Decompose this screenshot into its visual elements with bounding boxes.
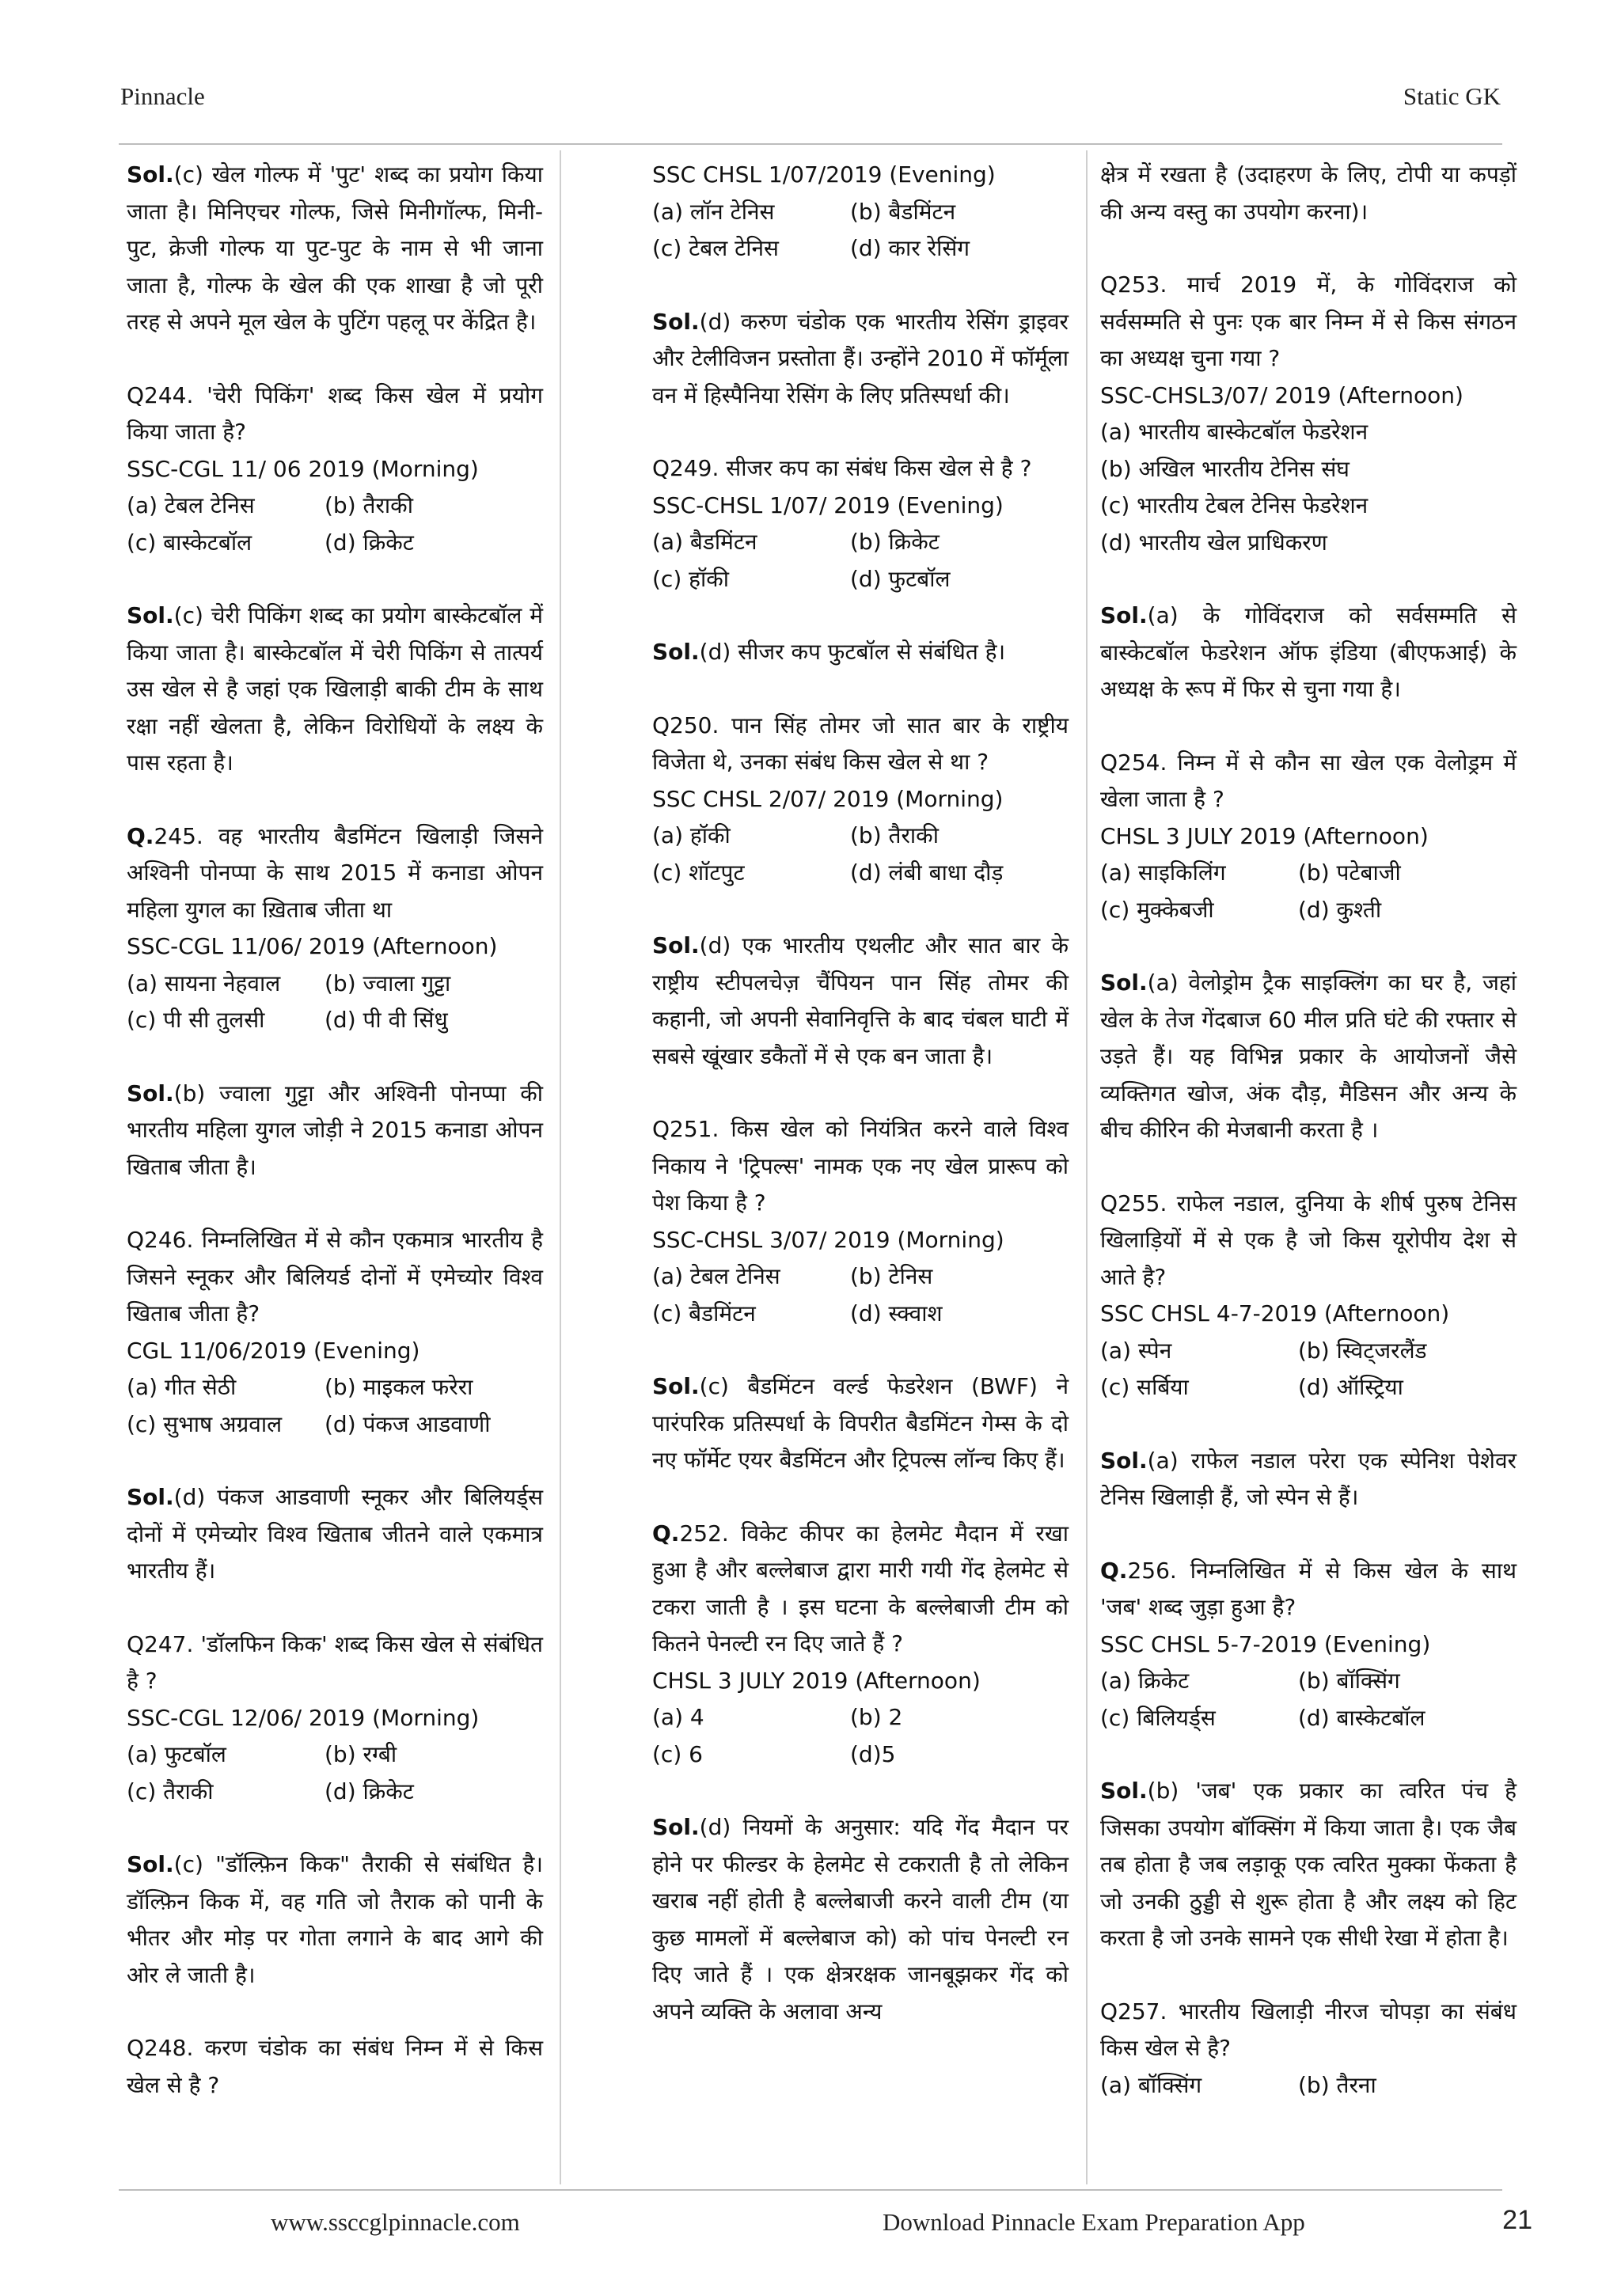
solution-246: Sol.(d) पंकज आडवाणी स्नूकर और बिलियर्ड्स दोनों में एमेच्योर विश्व खिताब जीतने वाले एकमात्र भारतीय हैं। bbox=[127, 1484, 543, 1584]
question-248-continued bbox=[652, 157, 1069, 268]
question-254 bbox=[1100, 745, 1517, 929]
question-245 bbox=[127, 818, 543, 1039]
question-244 bbox=[127, 378, 543, 562]
option-d: (d) पंकज आडवाणी bbox=[325, 1410, 491, 1437]
solution-253: Sol.(a) के गोविंदराज को सर्वसम्मति से बास्केटबॉल फेडरेशन ऑफ इंडिया (बीएफआई) के अध्यक्ष के रूप में फिर से चुना गया है। bbox=[1100, 602, 1517, 702]
exam-info: SSC CHSL 2/07/ 2019 (Morning) bbox=[652, 785, 1004, 812]
exam-info: SSC-CHSL 3/07/ 2019 (Morning) bbox=[652, 1226, 1004, 1253]
solution-245: Sol.(b) ज्वाला गुट्टा और अश्विनी पोनप्पा की भारतीय महिला युगल जोड़ी ने 2015 कनाडा ओपन खिताब जीता है। bbox=[127, 1080, 543, 1180]
options bbox=[127, 488, 543, 561]
option-d: (d) भारतीय खेल प्राधिकरण bbox=[1100, 529, 1327, 556]
options bbox=[1100, 1663, 1517, 1736]
option-b: (b) तैराकी bbox=[325, 492, 413, 518]
question-247 bbox=[127, 1626, 543, 1811]
options bbox=[652, 1699, 1069, 1773]
option-a: (a) हॉकी bbox=[652, 822, 731, 848]
exam-info: SSC-CGL 12/06/ 2019 (Morning) bbox=[127, 1704, 480, 1731]
option-c: (c) बिलियर्ड्स bbox=[1100, 1704, 1216, 1731]
options bbox=[652, 194, 1069, 268]
exam-info: SSC-CHSL3/07/ 2019 (Afternoon) bbox=[1100, 381, 1463, 408]
option-a: (a) गीत सेठी bbox=[127, 1374, 237, 1400]
option-c: (c) 6 bbox=[652, 1740, 703, 1767]
option-a: (a) साइकिलिंग bbox=[1100, 860, 1226, 886]
solution-248: Sol.(d) करुण चंडोक एक भारतीय रेसिंग ड्राइवर और टेलीविजन प्रस्तोता हैं। उन्होंने 2010 में फॉर्मूला वन में हिस्पैनिया रेसिंग के लिए प्रतिस्पर्धा की। bbox=[652, 308, 1069, 408]
question-253 bbox=[1100, 267, 1517, 561]
question-250 bbox=[652, 708, 1069, 892]
exam-info: CGL 11/06/2019 (Evening) bbox=[127, 1337, 420, 1364]
options bbox=[652, 1258, 1069, 1332]
option-b: (b) माइकल फरेरा bbox=[325, 1374, 473, 1400]
option-d: (d) कुश्ती bbox=[1298, 896, 1382, 923]
question-252 bbox=[652, 1516, 1069, 1774]
option-a: (a) बैडमिंटन bbox=[652, 529, 757, 555]
option-c: (c) हॉकी bbox=[652, 565, 730, 592]
option-b: (b) अखिल भारतीय टेनिस संघ bbox=[1100, 455, 1350, 482]
options bbox=[127, 1736, 543, 1810]
option-a: (a) सायना नेहवाल bbox=[127, 970, 281, 996]
solution-243: Sol.(c) खेल गोल्फ में 'पुट' शब्द का प्रयोग किया जाता है। मिनिएचर गोल्फ, जिसे मिनीगॉल्फ, मिनी-पुट, क्रेजी गोल्फ या पुट-पुट के नाम से भी जाना जाता है, गोल्फ के खेल की एक शाखा है जो पूरी तरह से अपने मूल खेल के पुटिंग पहलू पर केंद्रित है। bbox=[127, 161, 543, 335]
option-a: (a) टेबल टेनिस bbox=[127, 492, 255, 518]
option-b: (b) तैरना bbox=[1298, 2071, 1376, 2098]
option-c: (c) बास्केटबॉल bbox=[127, 529, 252, 556]
options bbox=[652, 524, 1069, 598]
option-a: (a) 4 bbox=[652, 1704, 704, 1730]
option-b: (b) स्विट्जरलैंड bbox=[1298, 1337, 1427, 1364]
footer-app-promo: Download Pinnacle Exam Preparation App bbox=[883, 2208, 1305, 2236]
header-divider bbox=[119, 143, 1502, 145]
solution-255: Sol.(a) राफेल नडाल परेरा एक स्पेनिश पेशेवर टेनिस खिलाड़ी हैं, जो स्पेन से हैं। bbox=[1100, 1447, 1517, 1510]
option-d: (d) लंबी बाधा दौड़ bbox=[850, 859, 1004, 886]
option-a: (a) भारतीय बास्केटबॉल फेडरेशन bbox=[1100, 419, 1369, 445]
option-a: (a) स्पेन bbox=[1100, 1337, 1172, 1364]
options bbox=[652, 818, 1069, 891]
option-b: (b) बॉक्सिंग bbox=[1298, 1668, 1400, 1694]
exam-info: SSC CHSL 4-7-2019 (Afternoon) bbox=[1100, 1300, 1450, 1326]
option-b: (b) टेनिस bbox=[850, 1263, 933, 1289]
column-1 bbox=[127, 157, 543, 2104]
option-b: (b) रग्बी bbox=[325, 1741, 397, 1767]
solution-254: Sol.(a) वेलोड्रोम ट्रैक साइक्लिंग का घर है, जहां खेल के तेज गेंदबाज 60 मील प्रति घंटे की रफ्तार से उड़ते हैं। यह विभिन्न प्रकार के आयोजनों जैसे व्यक्तिगत खोज, अंक दौड़, मैडिसन और अन्य के बीच कीरिन की मेजबानी करता है । bbox=[1100, 970, 1517, 1143]
option-d: (d)5 bbox=[850, 1740, 896, 1767]
option-d: (d) ऑस्ट्रिया bbox=[1298, 1374, 1403, 1400]
option-c: (c) मुक्केबजी bbox=[1100, 896, 1214, 923]
header-brand: Pinnacle bbox=[120, 82, 205, 110]
option-c: (c) टेबल टेनिस bbox=[652, 235, 779, 261]
option-b: (b) पटेबाजी bbox=[1298, 860, 1401, 886]
option-d: (d) पी वी सिंधु bbox=[325, 1007, 448, 1033]
page-number: 21 bbox=[1502, 2205, 1532, 2235]
option-d: (d) फुटबॉल bbox=[850, 565, 951, 592]
options bbox=[1100, 414, 1517, 561]
footer-website-link[interactable]: www.ssccglpinnacle.com bbox=[271, 2208, 520, 2236]
question-255 bbox=[1100, 1186, 1517, 1406]
options bbox=[127, 966, 543, 1039]
question-251 bbox=[652, 1111, 1069, 1332]
column-3 bbox=[1100, 157, 1517, 2104]
header-section-title: Static GK bbox=[1403, 82, 1501, 110]
question-text: Q253. मार्च 2019 में, के गोविंदराज को सर्वसम्मति से पुनः एक बार निम्न में से किस संगठन का अध्यक्ष चुना गया ? bbox=[1100, 271, 1517, 371]
option-c: (c) सर्बिया bbox=[1100, 1374, 1189, 1400]
option-a: (a) बॉक्सिंग bbox=[1100, 2071, 1202, 2098]
option-b: (b) 2 bbox=[850, 1704, 903, 1730]
options bbox=[1100, 2067, 1517, 2104]
option-d: (d) स्क्वाश bbox=[850, 1300, 943, 1326]
option-c: (c) शॉटपुट bbox=[652, 859, 745, 886]
option-c: (c) भारतीय टेबल टेनिस फेडरेशन bbox=[1100, 492, 1369, 518]
column-2 bbox=[652, 157, 1069, 2030]
footer-divider bbox=[119, 2189, 1502, 2191]
option-a: (a) टेबल टेनिस bbox=[652, 1263, 780, 1289]
option-d: (d) कार रेसिंग bbox=[850, 235, 970, 261]
solution-252-continued: क्षेत्र में रखता है (उदाहरण के लिए, टोपी या कपड़ों की अन्य वस्तु का उपयोग करना)। bbox=[1100, 161, 1517, 225]
option-d: (d) बास्केटबॉल bbox=[1298, 1704, 1425, 1731]
question-text: Q254. निम्न में से कौन सा खेल एक वेलोड्रम में खेला जाता है ? bbox=[1100, 749, 1517, 812]
option-a: (a) फुटबॉल bbox=[127, 1741, 226, 1767]
solution-247: Sol.(c) "डॉल्फ़िन किक" तैराकी से संबंधित है। डॉल्फ़िन किक में, वह गति जो तैराक को पानी के भीतर और मोड़ पर गोता लगाने के बाद आगे की ओर ले जाती है। bbox=[127, 1851, 543, 1988]
solution-244: Sol.(c) चेरी पिकिंग शब्द का प्रयोग बास्केटबॉल में किया जाता है। बास्केटबॉल में चेरी पिकिंग से तात्पर्य उस खेल से है जहां एक खिलाड़ी बाकी टीम के साथ रक्षा नहीं खेलता है, लेकिन विरोधियों के लक्ष्य के पास रहता है। bbox=[127, 602, 543, 776]
solution-250: Sol.(d) एक भारतीय एथलीट और सात बार के राष्ट्रीय स्टीपलचेज़ चैंपियन पान सिंह तोमर की कहानी, जो अपनी सेवानिवृत्ति के बाद चंबल घाटी में सबसे खूंखार डकैतों में से एक बन जाता है। bbox=[652, 932, 1069, 1069]
question-249 bbox=[652, 450, 1069, 598]
question-256 bbox=[1100, 1553, 1517, 1737]
solution-252: Sol.(d) नियमों के अनुसार: यदि गेंद मैदान पर होने पर फील्डर के हेलमेट से टकराती है तो लेकिन खराब नहीं होती है बल्लेबाजी करने वाली टीम (या कुछ मामलों में बल्लेबाज को) को पांच पेनल्टी रन दिए जाते हैं । एक क्षेत्ररक्षक जानबूझकर गेंद को अपने व्यक्ति के अलावा अन्य bbox=[652, 1814, 1069, 2025]
option-a: (a) लॉन टेनिस bbox=[652, 198, 775, 225]
question-text: Q247. 'डॉलफिन किक' शब्द किस खेल से संबंधित है ? bbox=[127, 1630, 543, 1694]
option-a: (a) क्रिकेट bbox=[1100, 1668, 1190, 1694]
question-text: Q246. निम्नलिखित में से कौन एकमात्र भारतीय है जिसने स्नूकर और बिलियर्ड दोनों में एमेच्योर विश्व खिताब जीता है? bbox=[127, 1227, 543, 1326]
exam-info: SSC CHSL 1/07/2019 (Evening) bbox=[652, 161, 996, 188]
option-c: (c) सुभाष अग्रवाल bbox=[127, 1410, 283, 1437]
option-b: (b) क्रिकेट bbox=[850, 529, 940, 555]
exam-info: SSC-CGL 11/ 06 2019 (Morning) bbox=[127, 455, 479, 482]
question-text: Q.245. वह भारतीय बैडमिंटन खिलाड़ी जिसने अश्विनी पोनप्पा के साथ 2015 में कनाडा ओपन महिला युगल का ख़िताब जीता था bbox=[127, 822, 543, 923]
column-divider bbox=[1086, 150, 1088, 2184]
option-c: (c) तैराकी bbox=[127, 1778, 214, 1805]
option-d: (d) क्रिकेट bbox=[325, 1778, 414, 1805]
option-d: (d) क्रिकेट bbox=[325, 529, 414, 556]
question-text: Q244. 'चेरी पिकिंग' शब्द किस खेल में प्रयोग किया जाता है? bbox=[127, 381, 543, 445]
solution-249: Sol.(d) सीजर कप फुटबॉल से संबंधित है। bbox=[652, 639, 1006, 665]
question-text: Q255. राफेल नडाल, दुनिया के शीर्ष पुरुष टेनिस खिलाड़ियों में से एक है जो किस यूरोपीय देश से आते है? bbox=[1100, 1190, 1517, 1290]
question-text: Q.252. विकेट कीपर का हेलमेट मैदान में रखा हुआ है और बल्लेबाज द्वारा मारी गयी गेंद हेलमेट से टकरा जाती है । इस घटना के बल्लेबाजी टीम को कितने पेनल्टी रन दिए जाते हैं ? bbox=[652, 1520, 1069, 1657]
options bbox=[127, 1369, 543, 1443]
question-248: Q248. करण चंडोक का संबंध निम्न में से किस खेल से है ? bbox=[127, 2035, 543, 2098]
option-b: (b) तैराकी bbox=[850, 822, 939, 848]
exam-info: SSC-CHSL 1/07/ 2019 (Evening) bbox=[652, 491, 1004, 518]
options bbox=[1100, 1333, 1517, 1406]
exam-info: SSC-CGL 11/06/ 2019 (Afternoon) bbox=[127, 933, 498, 959]
question-246 bbox=[127, 1222, 543, 1443]
exam-info: SSC CHSL 5-7-2019 (Evening) bbox=[1100, 1630, 1431, 1657]
solution-251: Sol.(c) बैडमिंटन वर्ल्ड फेडरेशन (BWF) ने पारंपरिक प्रतिस्पर्धा के विपरीत बैडमिंटन गेम्स के दो नए फॉर्मेट एयर बैडमिंटन और ट्रिपल्स लॉन्च किए हैं। bbox=[652, 1373, 1069, 1473]
options bbox=[1100, 855, 1517, 928]
option-b: (b) बैडमिंटन bbox=[850, 198, 956, 225]
question-text: Q.256. निम्नलिखित में से किस खेल के साथ 'जब' शब्द जुड़ा हुआ है? bbox=[1100, 1557, 1517, 1620]
exam-info: CHSL 3 JULY 2019 (Afternoon) bbox=[1100, 822, 1429, 849]
question-257 bbox=[1100, 1994, 1517, 2104]
solution-256: Sol.(b) 'जब' एक प्रकार का त्वरित पंच है जिसका उपयोग बॉक्सिंग में किया जाता है। एक जैब तब होता है जब लड़ाकू एक त्वरित मुक्का फेंकता है जो उनकी ठुड्डी से शुरू होता है और लक्ष्य को हिट करता है जो उनके सामने एक सीधी रेखा में होता है। bbox=[1100, 1778, 1517, 1951]
question-text: Q250. पान सिंह तोमर जो सात बार के राष्ट्रीय विजेता थे, उनका संबंध किस खेल से था ? bbox=[652, 712, 1069, 775]
question-text: Q249. सीजर कप का संबंध किस खेल से है ? bbox=[652, 455, 1032, 481]
option-c: (c) पी सी तुलसी bbox=[127, 1007, 265, 1033]
question-text: Q257. भारतीय खिलाड़ी नीरज चोपड़ा का संबंध किस खेल से है? bbox=[1100, 1998, 1517, 2061]
column-divider bbox=[560, 150, 561, 2184]
question-text: Q251. किस खेल को नियंत्रित करने वाले विश्व निकाय ने 'ट्रिपल्स' नामक एक नए खेल प्रारूप को पेश किया है ? bbox=[652, 1116, 1069, 1216]
option-b: (b) ज्वाला गुट्टा bbox=[325, 970, 451, 996]
exam-info: CHSL 3 JULY 2019 (Afternoon) bbox=[652, 1667, 981, 1694]
option-c: (c) बैडमिंटन bbox=[652, 1300, 756, 1326]
